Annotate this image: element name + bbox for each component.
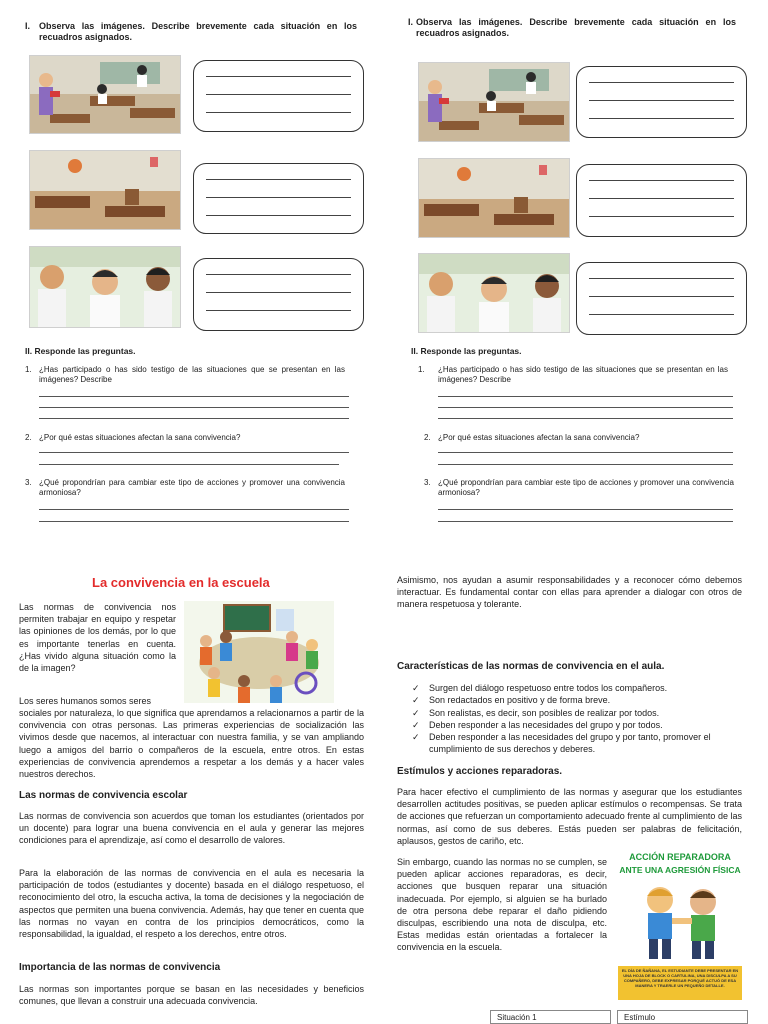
humans-paragraph-start: Los seres humanos somos seres	[19, 696, 152, 706]
ws-left-question-2	[25, 433, 345, 445]
checklist-text: Son redactados en positivo y de forma breve.	[429, 695, 611, 705]
fighting-kids-illustration	[625, 880, 735, 962]
table-header-estimulo: Estímulo	[617, 1010, 748, 1024]
estimulos-paragraph: Para hacer efectivo el cumplimiento de las normas y asegurar que los estudiantes desarrollen actitudes positivas, se pueden aplicar estímulos o recompensas. Se trata de acciones que refuerzan un comportamiento adecuado frente al cumplimiento de las normas, así como de sus deberes. Estás pueden ser palabras de felicitación, aplausos, gestos de cariño, etc.	[397, 787, 742, 846]
check-icon: ✓	[412, 708, 420, 718]
heading-normas-escolar: Las normas de convivencia escolar	[19, 790, 188, 801]
poster-title-line2: ANTE UNA AGRESIÓN FÍSICA	[619, 865, 741, 875]
classroom-circle-image	[184, 601, 334, 703]
humans-paragraph: sociales por naturaleza, lo que significa que aprendamos a relacionarnos a partir de la convivencia con otras personas. Las primeras experiencias de socialización las vivimos desde que nacemos, al interactuar con nuestra familia, y se van ampliando luego a amigos del barrio o compañeros de la escuela, entre otros. En estas experiencias de convivencia aprendemos a respetar a los demás y a hacer vales nuestros derechos.	[19, 708, 364, 780]
check-icon: ✓	[412, 683, 420, 693]
answer-line[interactable]	[438, 509, 733, 510]
poster-caption: EL DÍA DE ÑAÑANA, EL ESTUDIANTE DEBE PRESENTAR EN UNA HOJA DE BLOCK O CARTULINA, UNA DISCULPA A SU COMPAÑERO, DEBE EXPRESAR PORQUÉ ACTUÓ DE ESA MANERA Y TRAERLE UN PEQUEÑO DETALLE.	[618, 966, 742, 1000]
empty-classroom-image	[29, 150, 181, 230]
sin-embargo-paragraph: Sin embargo, cuando las normas no se cumplen, se pueden aplicar acciones reparadoras, es decir, acciones que busquen reparar una situación inadecuada. Por ejemplo, si alguien se ha burlado de otra persona debe reparar el daño pidiendo disculpas, escribiendo una nota de disculpa, etc. Estas medidas están orientadas a fortalecer la convivencia en la escuela.	[397, 857, 607, 953]
question-text: ¿Por qué estas situaciones afectan la sana convivencia?	[39, 433, 241, 442]
checklist-text: Deben responder a las necesidades del grupo y por tanto, promover el cumplimiento de sus derechos y deberes.	[429, 732, 711, 754]
elaboracion-paragraph: Para la elaboración de las normas de convivencia en el aula es necesaria la participación de todos (estudiantes y docente) basada en el diálogo respetuoso, el reconocimiento del otro, la escucha activa, la toma de decisiones y la negociación de aspectos que permiten una buena convivencia. Además, hay que tener en cuenta que las normas no vayan en contra de los principios democráticos, como la responsabilidad, la igualdad, el respeto a los derechos, entre otros.	[19, 868, 364, 940]
ws-left-question-3	[25, 478, 345, 502]
boys-image	[29, 246, 181, 328]
answer-line[interactable]	[39, 418, 349, 419]
question-text: ¿Has participado o has sido testigo de las situaciones que se presentan en las imágenes? Describe	[39, 365, 345, 384]
answer-box-3[interactable]	[193, 258, 364, 331]
answer-line[interactable]	[438, 418, 733, 419]
ws-left-heading-num: I.	[25, 21, 31, 31]
ws-right-heading-num: I.	[408, 17, 414, 27]
classroom-teacher-image	[418, 62, 570, 142]
classroom-teacher-image	[29, 55, 181, 134]
heading-caracteristicas: Características de las normas de convivencia en el aula.	[397, 661, 665, 672]
checklist-text: Deben responder a las necesidades del grupo y por todos.	[429, 720, 663, 730]
checklist-text: Surgen del diálogo respetuoso entre todos los compañeros.	[429, 683, 668, 693]
reading-title: La convivencia en la escuela	[92, 575, 270, 590]
asimismo-paragraph: Asimismo, nos ayudan a asumir responsabilidades y a reconocer cómo debemos interactuar. Es fundamental contar con ellas para aprender a dialogar con otros de manera respetuosa y tolerante.	[397, 575, 742, 610]
checklist-item	[397, 694, 747, 706]
question-text: ¿Qué propondrían para cambiar este tipo de acciones y promover una convivencia armoniosa?	[438, 478, 734, 497]
answer-line[interactable]	[39, 396, 349, 397]
importancia-paragraph: Las normas son importantes porque se basan en las necesidades y beneficios comunes, que llevan a construir una adecuada convivencia.	[19, 984, 364, 1007]
answer-line[interactable]	[39, 464, 339, 465]
question-number: 1.	[418, 365, 425, 374]
question-number: 2.	[424, 433, 431, 442]
answer-box-1[interactable]	[576, 66, 747, 138]
question-number: 1.	[25, 365, 32, 374]
ws-right-question-1	[418, 365, 728, 389]
ws-left-heading: Observa las imágenes. Describe brevemente cada situación en los recuadros asignados.	[39, 21, 357, 42]
ws-right-question-3	[424, 478, 734, 502]
ws-right-question-2	[424, 433, 734, 445]
poster-title-line1: ACCIÓN REPARADORA	[629, 852, 731, 862]
empty-classroom-image	[418, 158, 570, 238]
table-header-situacion: Situación 1	[490, 1010, 611, 1024]
checklist-item	[397, 731, 747, 755]
answer-line[interactable]	[39, 407, 349, 408]
answer-line[interactable]	[438, 464, 733, 465]
check-icon: ✓	[412, 695, 420, 705]
escolar-paragraph: Las normas de convivencia son acuerdos que toman los estudiantes (orientados por un docente) para lograr una buena convivencia en el aula y generar las mejores condiciones para el aprendizaje, así como el desarrollo de valores.	[19, 811, 364, 846]
answer-box-1[interactable]	[193, 60, 364, 132]
answer-box-2[interactable]	[193, 163, 364, 234]
question-number: 3.	[25, 478, 32, 487]
intro-paragraph: Las normas de convivencia nos permiten trabajar en equipo y respetar las opiniones de los demás, por lo que es importante tenerlas en cuenta. ¿Has vivido alguna situación como la de la imagen?	[19, 602, 176, 674]
checklist-text: Son realistas, es decir, son posibles de realizar por todos.	[429, 708, 660, 718]
boys-image	[418, 253, 570, 333]
checklist-item	[397, 719, 747, 731]
answer-line[interactable]	[39, 509, 349, 510]
checklist-item	[397, 682, 747, 694]
question-text: ¿Por qué estas situaciones afectan la sana convivencia?	[438, 433, 640, 442]
answer-box-2[interactable]	[576, 164, 747, 237]
reparative-action-poster	[615, 852, 745, 1000]
check-icon: ✓	[412, 732, 420, 742]
checklist-item	[397, 707, 747, 719]
question-text: ¿Qué propondrían para cambiar este tipo de acciones y promover una convivencia armoniosa?	[39, 478, 345, 497]
answer-line[interactable]	[438, 452, 733, 453]
answer-line[interactable]	[39, 521, 349, 522]
ws-right-section2: II. Responde las preguntas.	[411, 346, 522, 356]
question-number: 3.	[424, 478, 431, 487]
answer-line[interactable]	[438, 407, 733, 408]
answer-line[interactable]	[39, 452, 349, 453]
answer-box-3[interactable]	[576, 262, 747, 335]
ws-right-heading: Observa las imágenes. Describe brevemente cada situación en los recuadros asignados.	[416, 17, 736, 38]
heading-estimulos: Estímulos y acciones reparadoras.	[397, 766, 563, 777]
answer-line[interactable]	[438, 521, 733, 522]
answer-line[interactable]	[438, 396, 733, 397]
ws-left-section2: II. Responde las preguntas.	[25, 346, 136, 356]
heading-importancia: Importancia de las normas de convivencia	[19, 962, 221, 973]
question-number: 2.	[25, 433, 32, 442]
check-icon: ✓	[412, 720, 420, 730]
question-text: ¿Has participado o has sido testigo de las situaciones que se presentan en las imágenes? Describe	[438, 365, 728, 384]
ws-left-question-1	[25, 365, 345, 389]
